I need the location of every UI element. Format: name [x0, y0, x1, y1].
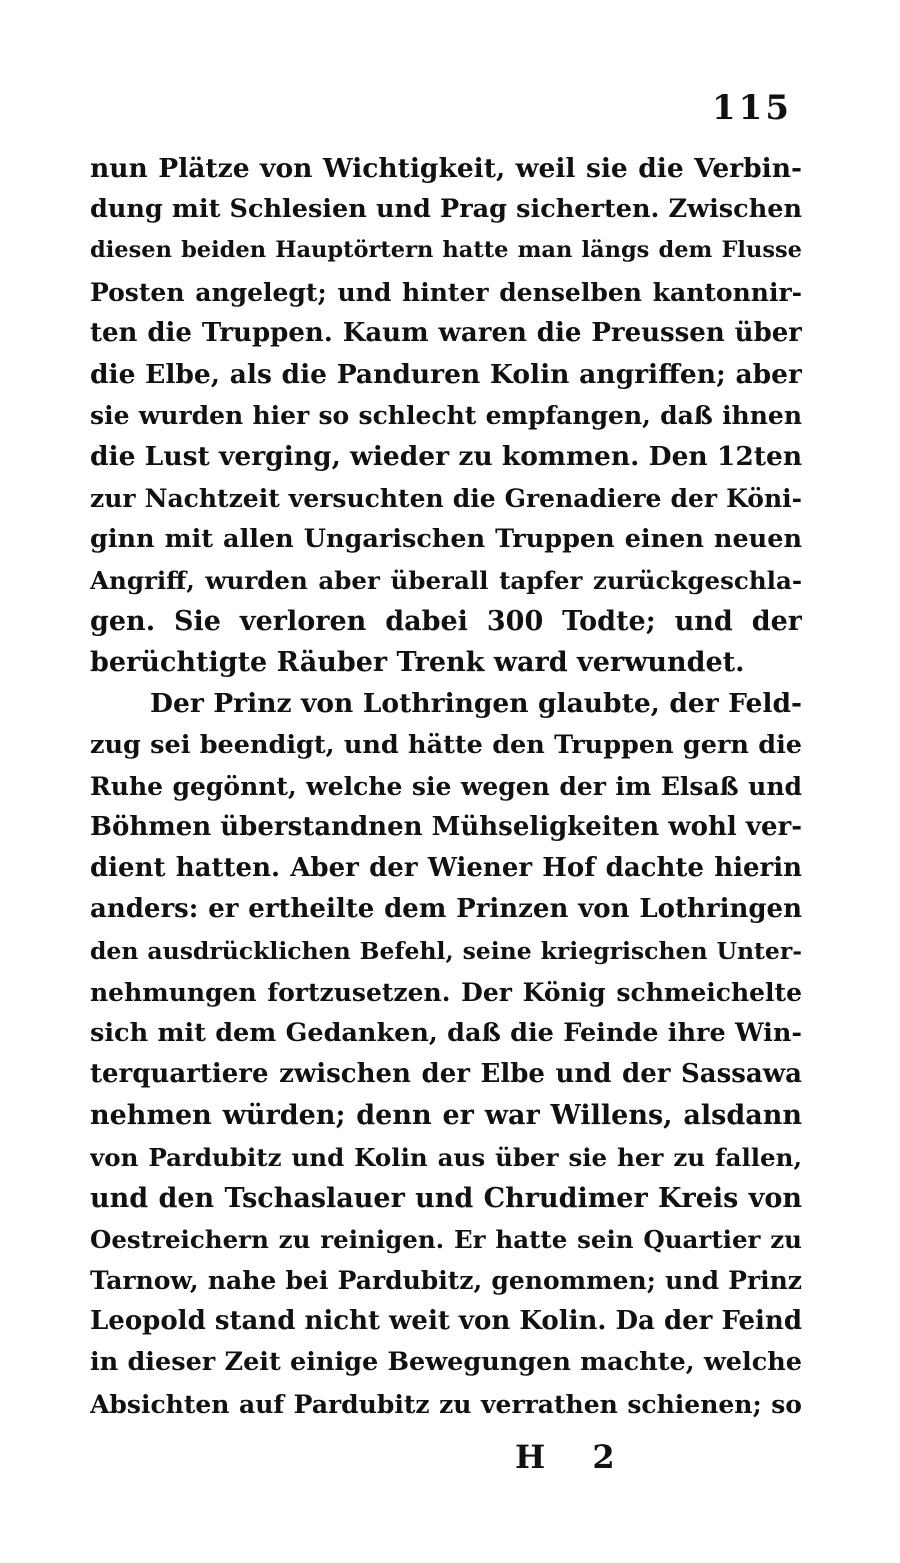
text-line: berüchtigte Räuber Trenk ward verwundet.	[90, 647, 745, 679]
text-line: nun Plätze von Wichtigkeit, weil sie die Verbin-	[90, 153, 802, 184]
text-line: anders: er ertheilte dem Prinzen von Lothringen	[90, 894, 802, 925]
text-line: die Elbe, als die Panduren Kolin angriffen; aber	[90, 358, 802, 390]
text-line: zur Nachtzeit versuchten die Grenadiere der Köni-	[90, 483, 802, 513]
text-line: Oestreichern zu reinigen. Er hatte sein Quartier zu	[90, 1224, 802, 1254]
paragraph-2	[90, 683, 802, 1424]
paragraph-1	[90, 148, 802, 683]
text-line: Böhmen überstandnen Mühseligkeiten wohl ver-	[90, 812, 802, 842]
text-line: von Pardubitz und Kolin aus über sie her zu fallen,	[90, 1142, 802, 1172]
text-line: dung mit Schlesien und Prag sicherten. Zwischen	[90, 194, 802, 225]
text-line: sich mit dem Gedanken, daß die Feinde ihre Win-	[90, 1017, 802, 1048]
text-line: und den Tschaslauer und Chrudimer Kreis von	[90, 1182, 802, 1214]
text-line: ten die Truppen. Kaum waren die Preussen über	[90, 317, 802, 348]
text-line: Tarnow, nahe bei Pardubitz, genommen; und Prinz	[90, 1266, 802, 1296]
text-line: dient hatten. Aber der Wiener Hof dachte hierin	[90, 853, 802, 884]
text-line: in dieser Zeit einige Bewegungen machte, welche	[90, 1347, 802, 1378]
text-line: Posten angelegt; und hinter denselben kantonnir-	[90, 277, 802, 307]
text-line: gen. Sie verloren dabei 300 Todte; und der	[90, 606, 802, 638]
text-line: Leopold stand nicht weit von Kolin. Da der Feind	[90, 1306, 802, 1337]
text-line: den ausdrücklichen Befehl, seine kriegrischen Unter-	[90, 936, 802, 965]
text-line: die Lust verging, wieder zu kommen. Den 12ten	[90, 441, 802, 473]
text-line: nehmungen fortzusetzen. Der König schmeichelte	[90, 977, 802, 1007]
page-number: 115	[712, 88, 792, 128]
text-line: nehmen würden; denn er war Willens, alsdann	[90, 1100, 802, 1132]
text-line: Absichten auf Pardubitz zu verrathen schienen; so	[90, 1389, 802, 1419]
text-line: ginn mit allen Ungarischen Truppen einen neuen	[90, 523, 802, 554]
text-line: zug sei beendigt, und hätte den Truppen gern die	[90, 729, 802, 760]
signature-mark: H 2	[515, 1438, 633, 1476]
text-line: terquartiere zwischen der Elbe und der Sassawa	[90, 1059, 802, 1090]
text-line: diesen beiden Hauptörtern hatte man längs dem Flusse	[90, 237, 802, 264]
body-text	[90, 148, 802, 1425]
text-line: Ruhe gegönnt, welche sie wegen der im Elsaß und	[90, 771, 802, 801]
text-line: sie wurden hier so schlecht empfangen, daß ihnen	[90, 401, 802, 431]
text-line: Angriff, wurden aber überall tapfer zurückgeschla-	[90, 565, 802, 595]
text-line: Der Prinz von Lothringen glaubte, der Feld-	[150, 688, 802, 720]
